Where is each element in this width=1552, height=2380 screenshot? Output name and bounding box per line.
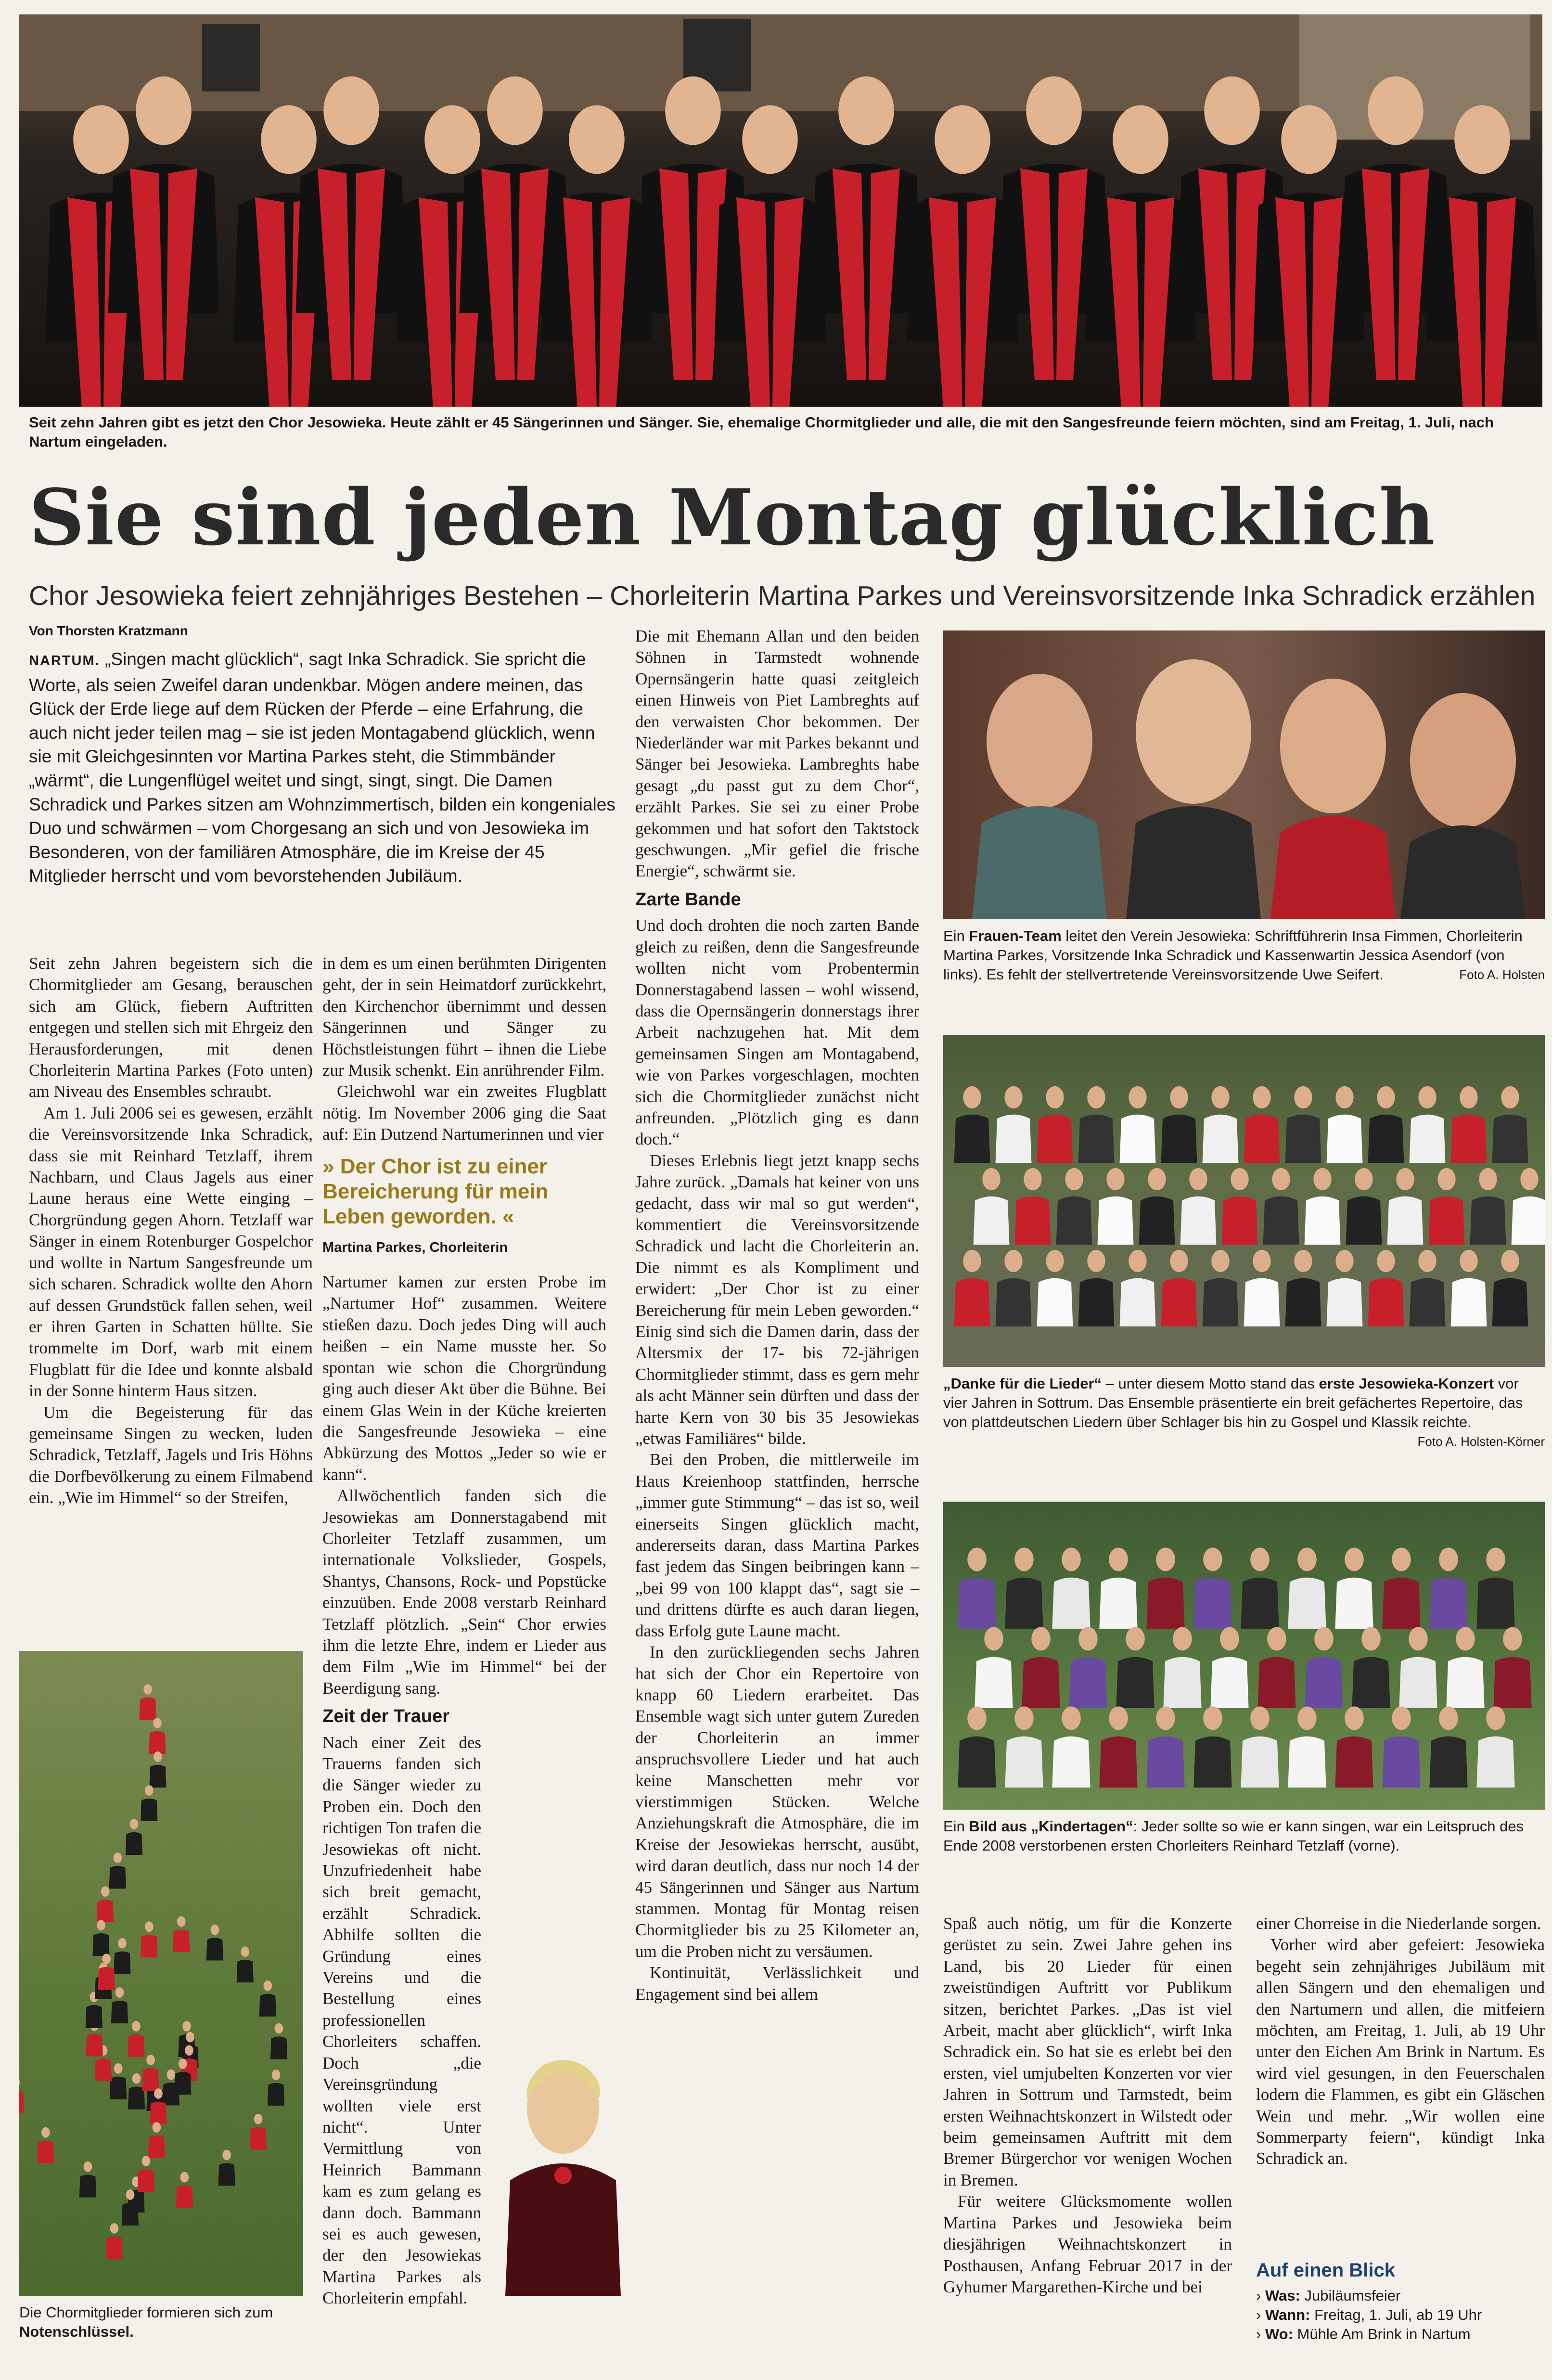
person-figure <box>1470 1168 1506 1245</box>
person-figure <box>1099 1548 1137 1629</box>
subheading-zeit-der-trauer: Zeit der Trauer <box>322 1706 449 1727</box>
person-figure <box>128 2021 144 2057</box>
person-figure <box>141 1785 157 1821</box>
dateline: NARTUM. <box>29 653 100 669</box>
person-figure <box>1335 1548 1373 1629</box>
info-was: › Was: Jubiläumsfeier <box>1256 2287 1401 2304</box>
person-figure <box>270 2023 287 2059</box>
top-caption-bold: Chor Jesowieka. <box>268 414 386 431</box>
person-figure <box>1327 1250 1363 1326</box>
column-5 <box>1256 1913 1545 2170</box>
person-figure <box>206 1925 223 1961</box>
person-figure <box>975 1627 1013 1708</box>
person-figure <box>140 1684 156 1720</box>
person-figure <box>1116 1627 1154 1708</box>
person-figure <box>173 1916 190 1952</box>
kindertagen-caption: Ein Bild aus „Kindertagen“: Jeder sollte so wie er kann singen, war ein Leitspruch des Ende 2008 verstorbenen ersten Chorleiters Reinhard Tetzlaff (vorne). <box>943 1818 1524 1854</box>
person-figure <box>1288 1707 1326 1788</box>
person-figure <box>1052 1707 1090 1788</box>
team-photo-illustration <box>943 630 1545 919</box>
person-figure <box>996 1086 1032 1163</box>
col3-p3: Dieses Erlebnis liegt jetzt knapp sechs Jahre zurück. „Damals hat keiner von uns gedacht, dass wir mal so gut werden“, kommentiert die Vereinsvorsitzende Schradick und lacht die Chorleiterin an. Die nimmt es als Kompliment und erwidert: „Der Chor ist zu einer Bereicherung für mein Leben geworden.“ Einig sind sich die Damen darin, dass der Altersmix der 17- bis 72-jährigen Chormitglieder stimmt, dass es gern mehr als acht Männer sein dürften und dass der harte Kern von 30 bis 35 Jesowiekas „etwas Familiäres“ bilde. <box>635 1151 919 1448</box>
choir-photo-illustration <box>19 14 1542 407</box>
portrait-photo <box>491 2036 635 2296</box>
person-figure <box>1493 1627 1531 1708</box>
col3-p5: In den zurückliegenden sechs Jahren hat sich der Chor ein Repertoire von knapp 60 Liedern erarbeitet. Das Ensemble wagt sich unter gutem Zureden der Chorleiterin an immer anspruchsvollere Lieder und hat auch keine Manschetten mehr vor vierstimmigen Stücken. Welche Anziehungskraft die Atmosphäre, die im Kreise der Jesowiekas herrscht, ausübt, wird daran deutlich, dass nur noch 14 der 45 Sängerinnen und Sänger aus Nartum stammen. Montag für Montag reisen Chormitglieder bis zu 25 Kilometer an, um die Proben nicht zu versäumen. <box>635 1643 919 1961</box>
concert-photo-credit: Foto A. Holsten-Körner <box>1417 1434 1545 1449</box>
person-figure <box>1346 1168 1382 1245</box>
col3-p1: Die mit Ehemann Allan und den beiden Söhnen in Tarmstedt wohnende Opernsängerin hatte quasi zeitgleich einen Hinweis von Piet Lambreghts auf den verwaisten Chor bekommen. Der Niederländer war mit Parkes bekannt und Sänger bei Jesowieka. Lambreghts habe gesagt „du passt gut zu dem Chor“, erzählt Parkes. Sie sei zu einer Probe gekommen und hat sofort den Taktstock geschwungen. „Mir gefiel die frische Energie“, schwärmt sie. <box>635 627 919 881</box>
team-caption: Ein Frauen-Team leitet den Verein Jesowieka: Schriftführerin Insa Fimmen, Chorleiterin Martina Parkes, Vorsitzende Inka Schradick und Kassenwartin Jessica Asendorf (von links). Es fehlt der stellvertretende Vereinsvorsitzende Uwe Seifert. Foto A. Holsten <box>943 926 1545 984</box>
person-figure <box>1056 1168 1092 1245</box>
person-figure <box>149 1718 166 1754</box>
person-figure <box>98 1954 115 1990</box>
person-figure <box>1427 105 1538 342</box>
person-figure <box>97 1886 114 1922</box>
notes-formation-illustration <box>19 1651 303 2296</box>
column-1 <box>29 953 313 1509</box>
person-figure <box>1429 1168 1465 1245</box>
person-figure <box>958 1548 996 1629</box>
notes-caption: Die Chormitglieder formieren sich zum Notenschlüssel. <box>19 2304 273 2340</box>
person-figure <box>954 1086 990 1163</box>
person-figure <box>1193 1707 1231 1788</box>
col2-p5: Nach einer Zeit des Trauerns fanden sich die Sänger wieder zu Proben ein. Doch den richtigen Ton trafen die Jesowiekas oft nicht. Unzufriedenheit habe sich breit gemacht, erzählt Schradick. Abhilfe sollten die Gründung eines Vereins und die Bestellung eines professionellen Chorleiters schaffen. Doch „die Vereinsgründung wollten viele erst nicht“. Unter Vermittlung von Heinrich Bammann kam es zum gelang es dann doch. Bammann sei es auch gewesen, der den Jesowiekas Martina Parkes als Chorleiterin empfahl. <box>322 1733 481 2308</box>
person-figure <box>259 1981 276 2017</box>
author-line: Von Thorsten Kratzmann <box>29 623 188 638</box>
person-figure <box>142 2055 159 2091</box>
col3-p4: Bei den Proben, die mittlerweile im Haus Kreienhoop stattfinden, herrsche „immer gute Stimmung“ – das ist so, weil einerseits Singen glücklich macht, andererseits daran, dass Martina Parkes fast jedem das Singen beibringen kann – „bei 99 von 100 klappt das“, sagt sie – und drittens dürfte es auch daran liegen, dass Erfolg gute Laune macht. <box>635 1450 919 1640</box>
person-figure <box>1120 1086 1156 1163</box>
col3-p2: Und doch drohten die noch zarten Bande gleich zu reißen, denn die Sangesfreunde wollten nicht vom Probentermin Donnerstagabend lassen – wohl wissend, dass die Opernsängerin donnerstags ihrer Arbeit nachzugehen hat. Mit dem gemeinsamen Singen am Montagabend, wie von Parkes vorgeschlagen, mochten sich die Chormitglieder zunächst nicht anfreunden. „Plötzlich ging es dann doch.“ <box>635 916 919 1149</box>
person-figure <box>1037 1086 1073 1163</box>
person-figure <box>1193 1548 1231 1629</box>
person-figure <box>19 2077 24 2113</box>
person-figure <box>1180 1168 1217 1245</box>
person-figure <box>715 105 826 342</box>
person-figure <box>1285 1086 1321 1163</box>
person-figure <box>1368 1086 1404 1163</box>
person-figure <box>1120 1250 1156 1326</box>
person-figure <box>1476 1548 1514 1629</box>
col4-p1: Spaß auch nötig, um für die Konzerte gerüstet zu sein. Zwei Jahre gehen ins Land, bis 20 Lieder für einen zweistündigen Auftritt vor Publikum sitzen, berichtet Parkes. „Das ist viel Arbeit, macht aber glücklich“, wirft Inka Schradick ein. So hat sie es erlebt bei den ersten, viel umjubelten Konzerten vor vier Jahren in Sottrum und Tarmstedt, beim ersten Weihnachtskonzert in Wilstedt oder beim gemeinsamen Auftritt mit dem Bremer Bürgerchor vor wenigen Wochen in Bremen. <box>943 1914 1232 2189</box>
person-figure <box>1368 1250 1404 1326</box>
person-figure <box>250 2114 267 2150</box>
person-figure <box>106 2223 123 2259</box>
person-figure <box>1244 1086 1280 1163</box>
col2-p3: Nartumer kamen zur ersten Probe im „Nartumer Hof“ zusammen. Weitere stießen dazu. Doch jedes Ding will auch heißen – ein Name musste her. So spontan wie schon die Chorgründung ging auch dieser Akt über die Bühne. Bei einem Glas Wein in der Küche kreierten die Sangesfreunde Jesowieka – eine Abkürzung des Mottos „Jeder so wie er kann“. <box>322 1273 606 1484</box>
person-figure <box>1022 1627 1060 1708</box>
col5-p1: einer Chorreise in die Niederlande sorgen. <box>1256 1914 1541 1933</box>
pull-quote: » Der Chor ist zu einer Bereicherung für mein Leben geworden. « <box>322 1154 549 1228</box>
person-figure <box>1335 1707 1373 1788</box>
team-photo <box>943 630 1545 919</box>
col1-p1: Seit zehn Jahren begeistern sich die Chormitglieder am Gesang, berauschen sich am Glück, fiebern Auftritten entgegen und stellen sich mit Ehrgeiz den Herausforderungen, mit denen Chorleiterin Martina Parkes (Foto unten) am Niveau des Ensembles schraubt. <box>29 954 313 1101</box>
person-figure <box>218 2150 235 2186</box>
person-figure <box>1382 1548 1420 1629</box>
person-figure <box>1146 1548 1184 1629</box>
person-figure <box>176 2172 193 2208</box>
concert-caption: „Danke für die Lieder“ – unter diesem Motto stand das erste Jesowieka-Konzert vor vier Jahren in Sottrum. Das Ensemble präsentierte ein breit gefächertes Repertoire, das von plattdeutschen Liedern über Schlager bis hin zu Gospel und Klassik reichte. Foto A. Holsten-Körner <box>943 1374 1545 1451</box>
col2-p2: Gleichwohl war ein zweites Flugblatt nötig. Im November 2006 ging die Saat auf: Ein Dutzend Nartumerinnen und vier <box>322 1082 606 1144</box>
person-figure <box>1005 1707 1043 1788</box>
person-figure <box>1387 1168 1424 1245</box>
person-figure <box>1161 1250 1197 1326</box>
person-figure <box>1203 1250 1239 1326</box>
person-figure <box>1305 1168 1341 1245</box>
person-figure <box>996 1250 1032 1326</box>
col4-p2: Für weitere Glücksmomente wollen Martina Parkes und Jesowieka beim diesjährigen Weihnachtskonzert in Posthausen, Anfang Februar 2017 in der Gyhumer Margarethen-Kirche und bei <box>943 2192 1232 2296</box>
person-figure <box>1146 1707 1184 1788</box>
col5-p2: Vorher wird aber gefeiert: Jesowieka begeht sein zehnjähriges Jubiläum mit allen Sängern und den ehemaligen und den Nartumern und allen, die mitfeiern möchten, am Freitag, 1. Juli, ab 19 Uhr unter den Eichen Am Brink in Nartum. Es wird viel gesungen, in den Feuerschalen lodern die Flammen, es gibt ein Gläschen Wein und mehr. „Wir wollen eine Sommerparty feiern“, kündigt Inka Schradick an. <box>1256 1935 1545 2168</box>
person-figure <box>958 1707 996 1788</box>
top-caption: Seit zehn Jahren gibt es jetzt den Chor Jesowieka. Heute zählt er 45 Sängerinnen und Sänger. Sie, ehemalige Chormitglieder und alle, die mit den Sangesfreunde feiern möchten, sind am Freitag, 1. Juli, nach Nartum eingeladen. <box>29 414 1494 450</box>
col2-p1: in dem es um einen berühmten Dirigenten geht, der in sein Heimatdorf zurückkehrt, den Kirchenchor übernimmt und dessen Sängerinnen und Sänger zu Höchstleistungen führt – ihnen die Liebe zur Musik schenkt. Ein anrührender Film. <box>322 954 606 1080</box>
person-figure <box>1139 1168 1175 1245</box>
person-figure <box>1305 1627 1343 1708</box>
notes-formation-photo <box>19 1651 303 2296</box>
person-figure <box>1410 1086 1446 1163</box>
person-figure <box>1098 1168 1134 1245</box>
person-figure <box>1015 1168 1051 1245</box>
person-figure <box>1285 1250 1321 1326</box>
column-4 <box>943 1913 1232 2298</box>
person-figure <box>268 2070 284 2106</box>
person-figure <box>1052 1548 1090 1629</box>
person-figure <box>1451 1250 1487 1326</box>
person-figure <box>1352 1627 1390 1708</box>
info-wo: › Wo: Mühle Am Brink in Nartum <box>1256 2326 1471 2342</box>
person-figure <box>1078 1250 1115 1326</box>
concert-photo-illustration <box>943 1035 1545 1367</box>
person-figure <box>1476 1707 1514 1788</box>
person-figure <box>1203 1086 1239 1163</box>
person-figure <box>954 1250 990 1326</box>
person-figure <box>92 1920 109 1956</box>
person-figure <box>1399 1627 1437 1708</box>
person-figure <box>37 2127 54 2163</box>
person-figure <box>1327 1086 1363 1163</box>
person-figure <box>1492 1250 1528 1326</box>
col3-p6: Kontinuität, Verlässlichkeit und Engagement sind bei allem <box>635 1963 919 2004</box>
person-figure <box>1263 1168 1299 1245</box>
person-figure <box>296 77 407 313</box>
person-figure <box>138 2156 154 2192</box>
person-figure <box>1410 1250 1446 1326</box>
lead-paragraph: NARTUM. „Singen macht glücklich“, sagt Inka Schradick. Sie spricht die Worte, als seien Zweifel daran undenkbar. Mögen andere meinen, das Glück der Erde liege auf dem Rücken der Pferde – eine Erfahrung, die auch nicht jeder teilen mag – sie ist jeden Montagabend glücklich, wenn sie mit Gleichgesinnten vor Martina Parkes steht, die Stimmbänder „wärmt“, die Lungenflügel weitet und singt, singt, singt. Die Damen Schradick und Parkes sitzen am Wohnzimmertisch, bilden ein kongeniales Duo und schwärmen – vom Chorgesang an sich und von Jesowieka im Besonderen, von der familiären Atmosphäre, die im Kreise der 45 Mitglieder herrscht und vom bevorstehenden Jubiläum. <box>29 649 616 886</box>
person-figure <box>1241 1548 1279 1629</box>
person-figure <box>1163 1627 1201 1708</box>
person-figure <box>1446 1627 1484 1708</box>
person-figure <box>149 1751 166 1788</box>
kindertagen-photo <box>943 1502 1545 1810</box>
person-figure <box>1429 1548 1467 1629</box>
kindertagen-photo-illustration <box>943 1502 1545 1810</box>
person-figure <box>1005 1548 1043 1629</box>
person-figure <box>1222 1168 1258 1245</box>
person-figure <box>1492 1086 1528 1163</box>
info-box-title: Auf einen Blick <box>1256 2260 1395 2281</box>
person-figure <box>114 1938 130 1974</box>
info-box <box>1256 2260 1545 2344</box>
person-figure <box>79 2161 96 2198</box>
person-figure <box>237 1946 254 1982</box>
person-figure <box>1099 1707 1137 1788</box>
person-figure <box>128 2073 145 2110</box>
person-figure <box>1210 1627 1248 1708</box>
person-figure <box>1288 1548 1326 1629</box>
concert-photo <box>943 1035 1545 1367</box>
person-figure <box>1512 1168 1545 1245</box>
col1-p2: Am 1. Juli 2006 sei es gewesen, erzählt die Vereinsvorsitzende Inka Schradick, dass sie mit Reinhard Tetzlaff, ihrem Nachbarn, und Claus Jagels aus einer Laune heraus eine Wette einging – Chorgründung gegen Ahorn. Tetzlaff war Sänger in einem Rotenburger Gospelchor und wollte in Nartum Sangesfreunde um sich scharen. Schradick wollte den Ahorn auf dessen Grundstück fallen sehen, weil er ihren Garten in Schatten hüllte. Sie trommelte im Dorf, warb mit einem Flugblatt für die Idee und konnte alsbald in der Sonne hinterm Haus sitzen. <box>29 1103 313 1401</box>
choir-photo <box>19 14 1542 407</box>
info-wann: › Wann: Freitag, 1. Juli, ab 19 Uhr <box>1256 2306 1482 2323</box>
subline: Chor Jesowieka feiert zehnjähriges Bestehen – Chorleiterin Martina Parkes und Vereinsvorsitzende Inka Schradick erzählen <box>29 580 1536 611</box>
person-figure <box>1429 1707 1467 1788</box>
col1-p3: Um die Begeisterung für das gemeinsame Singen zu wecken, luden Schradick, Tetzlaff, Jagels und Iris Höhns die Dorfbevölkerung zu einem Filmabend ein. „Wie im Himmel“ so der Streifen, <box>29 1402 313 1507</box>
person-figure <box>974 1168 1010 1245</box>
person-figure <box>111 1987 128 2023</box>
subheading-zarte-bande: Zarte Bande <box>635 889 741 910</box>
person-figure <box>109 1853 126 1889</box>
person-figure <box>1241 1707 1279 1788</box>
col2-p4: Allwöchentlich fanden sich die Jesowiekas am Donnerstagabend mit Chorleiter Tetzlaff zusammen, um internationale Volkslieder, Gospels, Shantys, Chansons, Rock- und Popstücke einzuüben. Ende 2008 verstarb Reinhard Tetzlaff plötzlich. „Sein“ Chor erwies ihm die letzte Ehre, indem er Lieder aus dem Film „Wie im Himmel“ bei der Beerdigung sang. <box>322 1486 606 1698</box>
team-photo-credit: Foto A. Holsten <box>1459 967 1545 982</box>
person-figure <box>1069 1627 1107 1708</box>
person-figure <box>1244 1250 1280 1326</box>
headline: Sie sind jeden Montag glücklich <box>29 472 1436 563</box>
column-3 <box>635 626 919 2005</box>
person-figure <box>1161 1086 1197 1163</box>
person-figure <box>541 105 653 342</box>
person-figure <box>110 2063 127 2099</box>
pull-quote-author: Martina Parkes, Chorleiterin <box>322 1239 508 1255</box>
person-figure <box>126 1819 142 1855</box>
portrait-illustration <box>491 2036 635 2296</box>
person-figure <box>811 77 922 313</box>
person-figure <box>1078 1086 1115 1163</box>
person-figure <box>1037 1250 1073 1326</box>
person-figure <box>1382 1707 1420 1788</box>
person-figure <box>148 2122 165 2158</box>
person-figure <box>1451 1086 1487 1163</box>
person-figure <box>108 77 219 313</box>
person-figure <box>141 1921 157 1957</box>
person-figure <box>1257 1627 1295 1708</box>
